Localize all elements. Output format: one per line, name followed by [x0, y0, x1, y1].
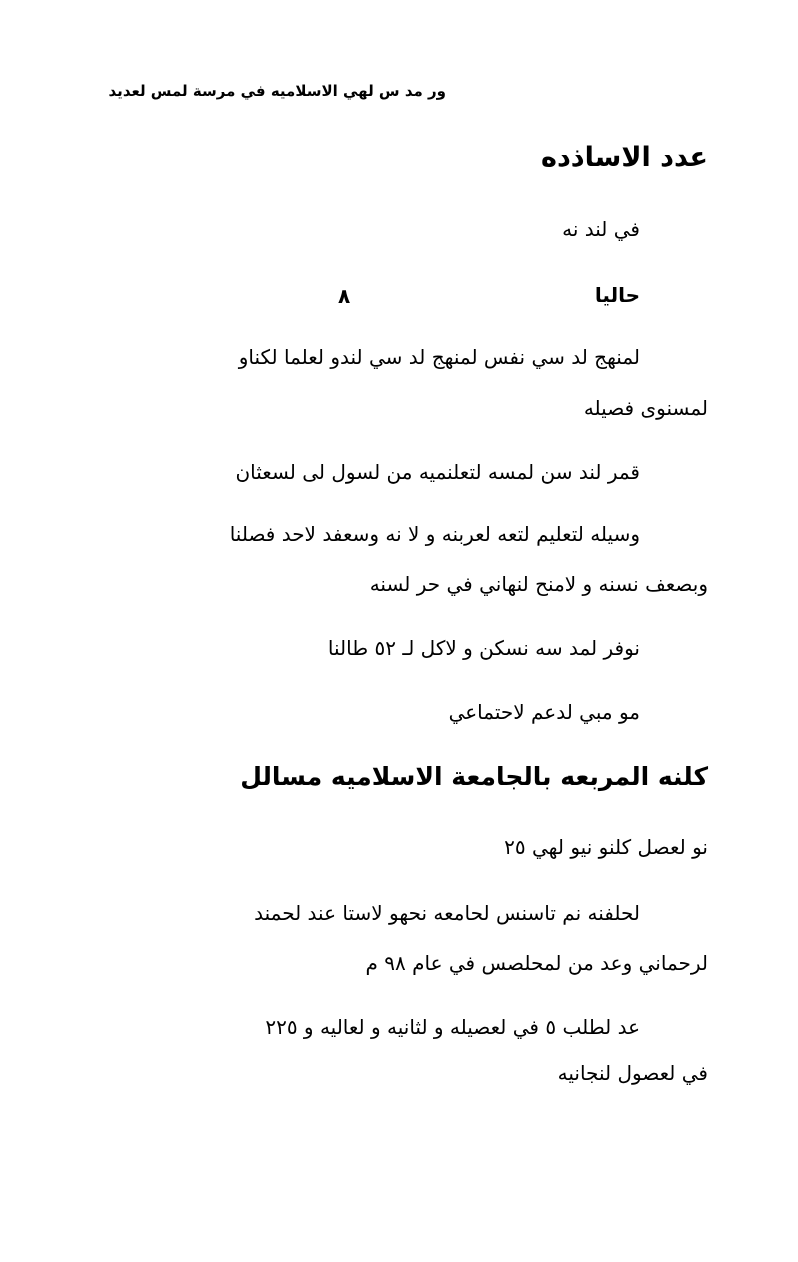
paragraph-line: نوفر لمد سه نسكن و لاكل لـ ٥٢ طالنا: [327, 636, 640, 660]
paragraph-line: مو مبي لدعم لاحتماعي: [448, 700, 640, 724]
paragraph-line: في لعصول لنجانيه: [557, 1061, 708, 1085]
running-header: ور مد س لهي الاسلاميه في مرسة لمس لعديد: [108, 82, 446, 100]
teacher-count: ٨: [338, 284, 351, 308]
section-title-teachers: عدد الاساذده: [541, 142, 708, 173]
paragraph-line: وبصعف نسنه و لامنح لنهاني في حر لسنه: [369, 572, 708, 596]
paragraph-line: لمنهج لد سي نفس لمنهج لد سي لندو لعلما لكناو: [238, 345, 640, 369]
label-currently: حاليا: [594, 283, 640, 307]
paragraph-line: لمسنوى فصيله: [583, 396, 708, 420]
section-title-college: كلنه المربعه بالجامعة الاسلاميه مسالل: [240, 762, 708, 791]
text-line: في لند نه: [562, 217, 640, 241]
paragraph-line: عد لطلب ٥ في لعصيله و لثانيه و لعاليه و ٢٢٥: [265, 1015, 640, 1039]
paragraph-line: وسيله لتعليم لتعه لعربنه و لا نه وسعفد لاحد فصلنا: [229, 522, 640, 546]
paragraph-line: نو لعصل كلنو نيو لهي ٢٥: [504, 835, 708, 859]
paragraph-line: قمر لند سن لمسه لتعلنميه من لسول لى لسعثان: [235, 460, 640, 484]
paragraph-line: لحلفنه نم تاسنس لحامعه نحهو لاستا عند لحمند: [254, 901, 640, 925]
paragraph-line: لرحماني وعد من لمحلصس في عام ٩٨ م: [365, 951, 708, 975]
